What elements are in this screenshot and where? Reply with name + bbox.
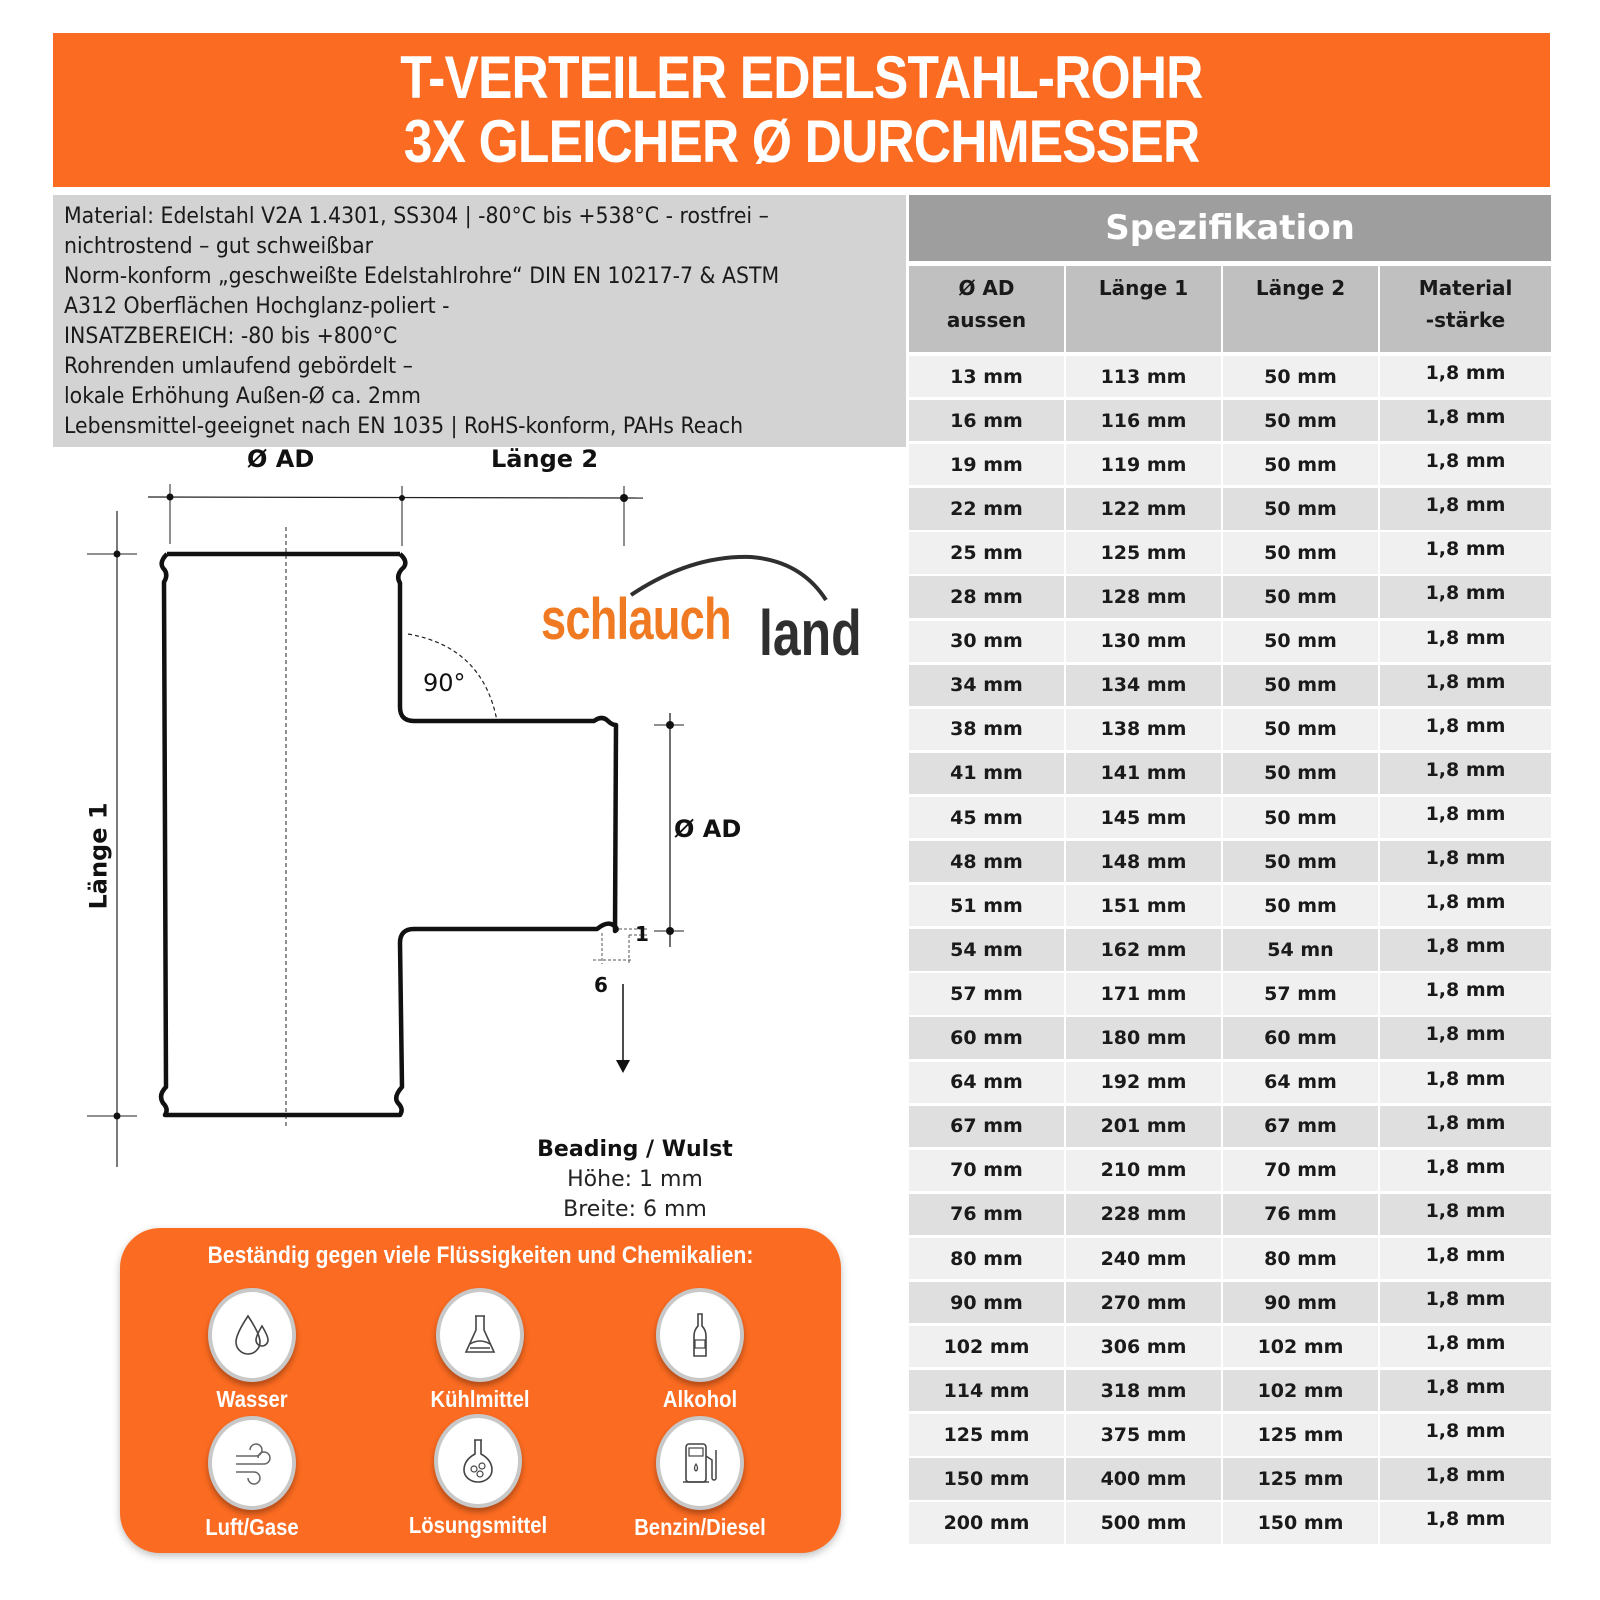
cell-materialstaerke: 1,8 mm (1380, 973, 1551, 1014)
table-row (909, 576, 1551, 617)
table-row (909, 1238, 1551, 1279)
cell-laenge1: 116 mm (1066, 400, 1221, 441)
info-line: nichtrostend – gut schweißbar (64, 234, 374, 259)
dim-label-laenge2: Länge 2 (491, 445, 599, 473)
cell-laenge1: 306 mm (1066, 1326, 1221, 1367)
cell-laenge1: 128 mm (1066, 576, 1221, 617)
beading-title: Beading / Wulst (537, 1137, 733, 1162)
bead-width-label: 6 (594, 973, 608, 997)
spec-table-title: Spezifikation (909, 195, 1551, 261)
resistance-label: Benzin/Diesel (634, 1514, 766, 1540)
table-row (909, 1017, 1551, 1058)
cell-laenge1: 192 mm (1066, 1062, 1221, 1103)
cell-laenge2: 50 mm (1223, 532, 1378, 573)
cell-ad: 38 mm (909, 709, 1064, 750)
cell-laenge2: 60 mm (1223, 1017, 1378, 1058)
title-line-1: T-VERTEILER EDELSTAHL-ROHR (400, 44, 1203, 111)
table-row (909, 1370, 1551, 1411)
title-line-2: 3X GLEICHER Ø DURCHMESSER (403, 108, 1200, 175)
cell-ad: 54 mm (909, 929, 1064, 970)
dim-label-laenge1: Länge 1 (84, 802, 113, 910)
cell-ad: 34 mm (909, 665, 1064, 706)
cell-materialstaerke: 1,8 mm (1380, 1370, 1551, 1411)
bottle-icon (656, 1288, 744, 1382)
cell-laenge2: 50 mm (1223, 753, 1378, 794)
cell-laenge2: 50 mm (1223, 665, 1378, 706)
bead-height-label: 1 (635, 922, 649, 946)
spec-table-body (909, 356, 1551, 1547)
cell-laenge2: 50 mm (1223, 621, 1378, 662)
cell-laenge1: 130 mm (1066, 621, 1221, 662)
cell-materialstaerke: 1,8 mm (1380, 753, 1551, 794)
cell-laenge2: 125 mm (1223, 1458, 1378, 1499)
cell-laenge2: 150 mm (1223, 1502, 1378, 1543)
fuel-pump-icon (656, 1416, 744, 1510)
resistance-item-alkohol (590, 1288, 810, 1413)
resistance-label: Wasser (216, 1386, 288, 1412)
logo-text-schlauch: schlauch (541, 587, 731, 652)
cell-laenge1: 400 mm (1066, 1458, 1221, 1499)
beading-note (520, 1135, 750, 1225)
cell-materialstaerke: 1,8 mm (1380, 1414, 1551, 1455)
info-line: Material: Edelstahl V2A 1.4301, SS304 | -80°C bis +538°C - rostfrei – (64, 204, 769, 229)
cell-laenge2: 102 mm (1223, 1370, 1378, 1411)
table-row (909, 973, 1551, 1014)
table-row (909, 929, 1551, 970)
cell-ad: 64 mm (909, 1062, 1064, 1103)
table-row (909, 1194, 1551, 1235)
cell-laenge1: 318 mm (1066, 1370, 1221, 1411)
table-row (909, 1502, 1551, 1543)
table-row (909, 1326, 1551, 1367)
cell-materialstaerke: 1,8 mm (1380, 1458, 1551, 1499)
cell-materialstaerke: 1,8 mm (1380, 1282, 1551, 1323)
cell-ad: 13 mm (909, 356, 1064, 397)
cell-laenge1: 162 mm (1066, 929, 1221, 970)
cell-materialstaerke: 1,8 mm (1380, 709, 1551, 750)
cell-laenge2: 90 mm (1223, 1282, 1378, 1323)
resistance-item-benzin-diesel (590, 1416, 810, 1541)
cell-laenge1: 180 mm (1066, 1017, 1221, 1058)
beading-height: Höhe: 1 mm (567, 1167, 703, 1192)
schlauchland-logo (541, 560, 891, 670)
cell-materialstaerke: 1,8 mm (1380, 1326, 1551, 1367)
table-row (909, 1458, 1551, 1499)
cell-laenge2: 50 mm (1223, 576, 1378, 617)
cell-laenge1: 171 mm (1066, 973, 1221, 1014)
cell-ad: 150 mm (909, 1458, 1064, 1499)
cell-ad: 80 mm (909, 1238, 1064, 1279)
info-line: A312 Oberflächen Hochglanz-poliert - (64, 294, 450, 319)
table-row (909, 532, 1551, 573)
resistance-item-loesungsmittel (368, 1414, 588, 1539)
resistance-label: Kühlmittel (430, 1386, 530, 1412)
cell-laenge1: 500 mm (1066, 1502, 1221, 1543)
cell-laenge2: 50 mm (1223, 356, 1378, 397)
cell-ad: 57 mm (909, 973, 1064, 1014)
cell-materialstaerke: 1,8 mm (1380, 400, 1551, 441)
table-row (909, 1150, 1551, 1191)
cell-laenge1: 138 mm (1066, 709, 1221, 750)
cell-materialstaerke: 1,8 mm (1380, 1106, 1551, 1147)
cell-materialstaerke: 1,8 mm (1380, 1238, 1551, 1279)
cell-laenge2: 50 mm (1223, 400, 1378, 441)
cell-laenge1: 228 mm (1066, 1194, 1221, 1235)
cell-laenge1: 113 mm (1066, 356, 1221, 397)
resistance-item-luft-gase (142, 1416, 362, 1541)
logo-text-land: land (759, 597, 862, 669)
table-row (909, 444, 1551, 485)
cell-ad: 76 mm (909, 1194, 1064, 1235)
cell-laenge2: 50 mm (1223, 841, 1378, 882)
cell-laenge2: 76 mm (1223, 1194, 1378, 1235)
cell-laenge1: 201 mm (1066, 1106, 1221, 1147)
cell-laenge1: 125 mm (1066, 532, 1221, 573)
spec-table (909, 195, 1551, 1547)
cell-laenge1: 151 mm (1066, 885, 1221, 926)
cell-ad: 60 mm (909, 1017, 1064, 1058)
title-banner (53, 33, 1550, 187)
header-cell-laenge1: Länge 1 (1066, 266, 1221, 352)
cell-laenge2: 125 mm (1223, 1414, 1378, 1455)
info-line: lokale Erhöhung Außen-Ø ca. 2mm (64, 384, 421, 409)
cell-laenge2: 57 mm (1223, 973, 1378, 1014)
table-row (909, 753, 1551, 794)
cell-materialstaerke: 1,8 mm (1380, 576, 1551, 617)
header-cell-materialstaerke: Material -stärke (1380, 266, 1551, 352)
table-row (909, 356, 1551, 397)
resistance-label: Lösungsmittel (408, 1512, 548, 1538)
cell-laenge1: 122 mm (1066, 488, 1221, 529)
resistance-item-kuehlmittel (370, 1288, 590, 1413)
resistance-title: Beständig gegen viele Flüssigkeiten und Chemikalien: (207, 1242, 754, 1269)
cell-laenge2: 50 mm (1223, 709, 1378, 750)
cell-materialstaerke: 1,8 mm (1380, 665, 1551, 706)
cell-ad: 28 mm (909, 576, 1064, 617)
cell-materialstaerke: 1,8 mm (1380, 885, 1551, 926)
cell-laenge2: 50 mm (1223, 797, 1378, 838)
spec-table-header (909, 266, 1551, 352)
cell-laenge2: 54 mn (1223, 929, 1378, 970)
cell-ad: 30 mm (909, 621, 1064, 662)
cell-materialstaerke: 1,8 mm (1380, 1194, 1551, 1235)
cell-materialstaerke: 1,8 mm (1380, 621, 1551, 662)
dim-label-ad-top: Ø AD (247, 445, 315, 473)
cell-laenge1: 141 mm (1066, 753, 1221, 794)
angle-label: 90° (423, 669, 466, 697)
table-row (909, 1282, 1551, 1323)
info-line: INSATZBEREICH: -80 bis +800°C (64, 324, 398, 349)
cell-materialstaerke: 1,8 mm (1380, 797, 1551, 838)
cell-ad: 48 mm (909, 841, 1064, 882)
cell-laenge2: 50 mm (1223, 444, 1378, 485)
cell-laenge1: 375 mm (1066, 1414, 1221, 1455)
cell-materialstaerke: 1,8 mm (1380, 1502, 1551, 1543)
header-cell-laenge2: Länge 2 (1223, 266, 1378, 352)
cell-materialstaerke: 1,8 mm (1380, 1150, 1551, 1191)
cell-ad: 70 mm (909, 1150, 1064, 1191)
cell-laenge2: 64 mm (1223, 1062, 1378, 1103)
cell-laenge2: 50 mm (1223, 885, 1378, 926)
resistance-label: Alkohol (662, 1386, 738, 1412)
info-line: Norm-konform „geschweißte Edelstahlrohre“ DIN EN 10217-7 & ASTM (64, 264, 780, 289)
cell-laenge1: 134 mm (1066, 665, 1221, 706)
cell-ad: 51 mm (909, 885, 1064, 926)
table-row (909, 797, 1551, 838)
resistance-panel (120, 1228, 841, 1553)
cell-ad: 25 mm (909, 532, 1064, 573)
cell-laenge1: 270 mm (1066, 1282, 1221, 1323)
table-row (909, 1414, 1551, 1455)
cell-ad: 22 mm (909, 488, 1064, 529)
cell-ad: 102 mm (909, 1326, 1064, 1367)
dim-label-ad-side: Ø AD (674, 815, 742, 843)
table-row (909, 1062, 1551, 1103)
cell-materialstaerke: 1,8 mm (1380, 444, 1551, 485)
water-drops-icon (208, 1288, 296, 1382)
wind-icon (208, 1416, 296, 1510)
cell-laenge1: 148 mm (1066, 841, 1221, 882)
cell-laenge2: 67 mm (1223, 1106, 1378, 1147)
cell-ad: 67 mm (909, 1106, 1064, 1147)
cell-materialstaerke: 1,8 mm (1380, 1062, 1551, 1103)
cell-laenge1: 210 mm (1066, 1150, 1221, 1191)
cell-materialstaerke: 1,8 mm (1380, 841, 1551, 882)
flask-icon (436, 1288, 524, 1382)
cell-laenge2: 80 mm (1223, 1238, 1378, 1279)
table-row (909, 400, 1551, 441)
cell-laenge1: 240 mm (1066, 1238, 1221, 1279)
table-row (909, 1106, 1551, 1147)
cell-ad: 16 mm (909, 400, 1064, 441)
table-row (909, 841, 1551, 882)
cell-laenge1: 145 mm (1066, 797, 1221, 838)
cell-materialstaerke: 1,8 mm (1380, 1017, 1551, 1058)
cell-ad: 90 mm (909, 1282, 1064, 1323)
chemical-flask-icon (434, 1414, 522, 1508)
cell-ad: 114 mm (909, 1370, 1064, 1411)
cell-materialstaerke: 1,8 mm (1380, 356, 1551, 397)
table-row (909, 885, 1551, 926)
cell-ad: 200 mm (909, 1502, 1064, 1543)
material-info-box (53, 195, 906, 447)
beading-width: Breite: 6 mm (563, 1197, 707, 1222)
cell-ad: 41 mm (909, 753, 1064, 794)
cell-materialstaerke: 1,8 mm (1380, 488, 1551, 529)
cell-laenge2: 70 mm (1223, 1150, 1378, 1191)
header-cell-ad: Ø AD aussen (909, 266, 1064, 352)
resistance-item-wasser (142, 1288, 362, 1413)
cell-ad: 125 mm (909, 1414, 1064, 1455)
cell-ad: 45 mm (909, 797, 1064, 838)
table-row (909, 665, 1551, 706)
cell-laenge2: 50 mm (1223, 488, 1378, 529)
cell-ad: 19 mm (909, 444, 1064, 485)
table-row (909, 621, 1551, 662)
cell-laenge1: 119 mm (1066, 444, 1221, 485)
info-line: Lebensmittel-geeignet nach EN 1035 | RoHS-konform, PAHs Reach (64, 414, 744, 439)
cell-laenge2: 102 mm (1223, 1326, 1378, 1367)
cell-materialstaerke: 1,8 mm (1380, 929, 1551, 970)
info-line: Rohrenden umlaufend gebördelt – (64, 354, 413, 379)
cell-materialstaerke: 1,8 mm (1380, 532, 1551, 573)
table-row (909, 709, 1551, 750)
table-row (909, 488, 1551, 529)
resistance-label: Luft/Gase (205, 1514, 299, 1540)
